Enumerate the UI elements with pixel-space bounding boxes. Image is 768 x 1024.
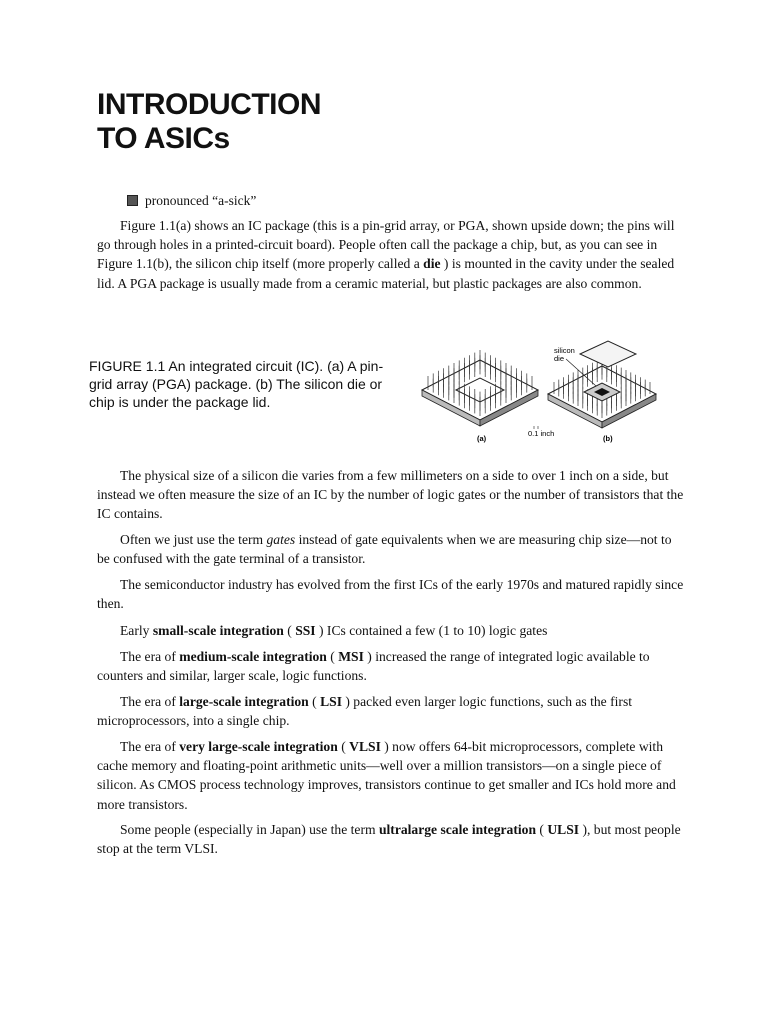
para1-text-c: ) is mounted in the cavity under the sealed lid. A PGA package is usually made from a ceramic material, but plastic packages are also common. <box>97 256 675 291</box>
ssi-text-a: Early <box>120 623 153 638</box>
pga-package-figure <box>420 334 680 446</box>
para1-text-a: Figure 1.1(a) shows an IC package (this is a pin-grid array, or PGA, shown upside down; the pins will go through holes in a printed-circuit board). People often call the package a chip, but, as you can see in Figure 1.1(b), the silicon chip itself (more properly called a <box>97 218 675 272</box>
pga-package-a <box>422 350 538 426</box>
msi-text-a: The era of <box>120 649 180 664</box>
title-line-1: INTRODUCTION <box>97 88 321 121</box>
vlsi-text-b: ( <box>337 739 350 754</box>
label-die: die <box>554 354 565 363</box>
abbr-msi: MSI <box>338 649 364 664</box>
label-b: (b) <box>603 434 613 443</box>
ssi-text-b: ( <box>283 623 296 638</box>
ssi-text-c: ) ICs contained a few (1 to 10) logic gates <box>315 623 548 638</box>
abbr-lsi: LSI <box>320 694 342 709</box>
term-lsi: large-scale integration <box>179 694 309 709</box>
title-line-2: TO ASICs <box>97 122 230 155</box>
term-msi: medium-scale integration <box>179 649 327 664</box>
para3-text-c: instead of gate equivalents when we are measuring chip size—not to be confused with the gate terminal of a transistor. <box>97 532 672 567</box>
pronunciation-note <box>127 192 256 210</box>
abbr-vlsi: VLSI <box>349 739 381 754</box>
paragraph-vlsi <box>97 737 687 814</box>
abbr-ssi: SSI <box>295 623 316 638</box>
pronunciation-text: pronounced “a-sick” <box>145 193 257 208</box>
vlsi-text-a: The era of <box>120 739 180 754</box>
term-die: die <box>423 256 441 272</box>
para3-text-a: Often we just use the term <box>120 532 267 547</box>
paragraph-msi <box>97 647 687 685</box>
paragraph-ulsi <box>97 820 687 858</box>
bullet-square-icon <box>127 195 138 206</box>
paragraph-lsi <box>97 692 687 730</box>
label-scale: 0.1 inch <box>528 429 555 438</box>
paragraph-ssi <box>97 621 687 640</box>
msi-text-c: ) increased the range of integrated logic available to counters and similar, larger scale, logic functions. <box>97 649 650 684</box>
msi-text-b: ( <box>326 649 339 664</box>
page-title <box>97 88 321 156</box>
lsi-text-a: The era of <box>120 694 180 709</box>
term-gates: gates <box>266 532 296 547</box>
paragraph-ic-package <box>97 216 687 293</box>
lsi-text-c: ) packed even larger logic functions, such as the first microprocessors, into a single chip. <box>97 694 633 729</box>
ulsi-text-b: ( <box>536 822 548 837</box>
package-lid <box>580 341 636 367</box>
figure-caption: FIGURE 1.1 An integrated circuit (IC). (a) A pin-grid array (PGA) package. (b) The silicon die or chip is under the package lid. <box>89 358 384 410</box>
ulsi-text-c: ), but most people stop at the term VLSI. <box>97 822 681 857</box>
paragraph-industry: The semiconductor industry has evolved from the first ICs of the early 1970s and matured rapidly since then. <box>97 577 684 612</box>
ulsi-text-a: Some people (especially in Japan) use the term <box>120 822 379 837</box>
abbr-ulsi: ULSI <box>547 822 580 837</box>
label-a: (a) <box>477 434 487 443</box>
label-silicon: silicon <box>554 346 575 355</box>
paragraph-gates <box>97 530 687 568</box>
lsi-text-b: ( <box>308 694 321 709</box>
term-ulsi: ultralarge scale integration <box>378 822 536 837</box>
vlsi-text-c: ) now offers 64-bit microprocessors, complete with cache memory and floating-point arithmetic units—well over a million transistors—on a single piece of silicon. As CMOS process technology improves, transistors continue to get smaller and ICs hold more and more transistors. <box>97 739 676 812</box>
term-vlsi: very large-scale integration <box>179 739 338 754</box>
paragraph-die-size: The physical size of a silicon die varies from a few millimeters on a side to over 1 inch on a side, but instead we often measure the size of an IC by the number of logic gates or the number of transistors that the IC contains. <box>97 468 684 522</box>
term-ssi: small-scale integration <box>152 623 284 638</box>
